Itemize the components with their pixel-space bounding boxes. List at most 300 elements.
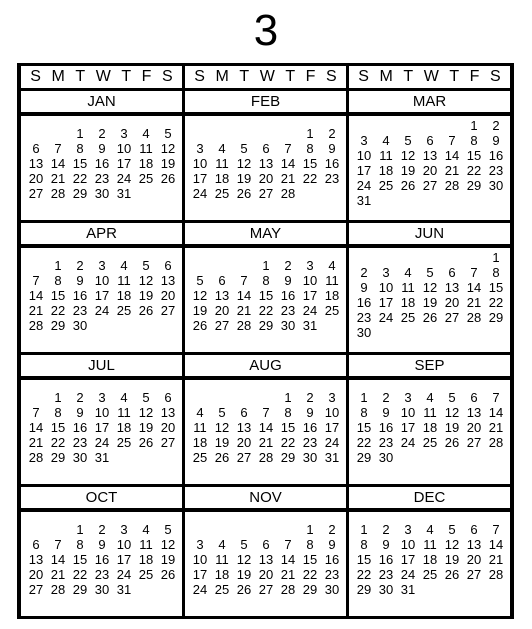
day-number: 22 [302, 567, 318, 582]
day-number: 22 [258, 303, 274, 318]
day-number: 20 [258, 567, 274, 582]
day-number: 5 [142, 390, 150, 405]
day-number: 25 [214, 186, 230, 201]
day-number: 7 [492, 522, 500, 537]
day-number: 23 [94, 171, 110, 186]
day-number: 17 [192, 171, 208, 186]
day-number: 30 [94, 186, 110, 201]
calendar-grid [17, 63, 514, 619]
day-number: 6 [470, 522, 478, 537]
day-number: 18 [324, 288, 340, 303]
day-number: 9 [306, 405, 314, 420]
day-number: 2 [76, 258, 84, 273]
day-number: 25 [116, 435, 132, 450]
day-number: 23 [356, 310, 372, 325]
day-number: 26 [236, 186, 252, 201]
day-number: 24 [324, 435, 340, 450]
day-number: 5 [142, 258, 150, 273]
day-number: 15 [72, 552, 88, 567]
day-number: 12 [444, 537, 460, 552]
day-number: 5 [404, 133, 412, 148]
day-number: 18 [400, 295, 416, 310]
day-number: 9 [284, 273, 292, 288]
month-name: AUG [185, 355, 346, 376]
calendar-column-2 [185, 63, 346, 619]
month-days-grid [349, 116, 510, 220]
day-number: 19 [236, 567, 252, 582]
day-number: 10 [116, 141, 132, 156]
day-number: 6 [470, 390, 478, 405]
day-number: 21 [488, 420, 504, 435]
day-number: 28 [466, 310, 482, 325]
day-number: 10 [94, 405, 110, 420]
month-days-grid [21, 512, 182, 616]
day-number: 13 [160, 273, 176, 288]
day-number: 1 [54, 258, 62, 273]
day-number: 21 [50, 567, 66, 582]
day-number: 25 [116, 303, 132, 318]
day-number: 28 [28, 318, 44, 333]
weekday-label: S [490, 68, 501, 85]
day-number: 10 [378, 280, 394, 295]
day-number: 1 [470, 118, 478, 133]
day-number: 30 [280, 318, 296, 333]
day-number: 14 [444, 148, 460, 163]
day-number: 22 [466, 163, 482, 178]
day-number: 28 [444, 178, 460, 193]
day-number: 11 [117, 405, 131, 420]
month-name: MAR [349, 91, 510, 112]
month-name: SEP [349, 355, 510, 376]
day-number: 14 [280, 552, 296, 567]
day-number: 29 [466, 178, 482, 193]
day-number: 11 [379, 148, 393, 163]
day-number: 26 [444, 567, 460, 582]
day-number: 2 [382, 522, 390, 537]
weekday-label: T [75, 68, 86, 85]
month-name: DEC [349, 487, 510, 508]
day-number: 7 [448, 133, 456, 148]
day-number: 7 [240, 273, 248, 288]
day-number: 2 [306, 390, 314, 405]
day-number: 8 [470, 133, 478, 148]
day-number: 24 [94, 435, 110, 450]
day-number: 7 [262, 405, 270, 420]
day-number: 19 [214, 435, 230, 450]
day-number: 24 [356, 178, 372, 193]
month-days-grid [21, 380, 182, 484]
day-number: 24 [192, 582, 208, 597]
month-days-grid [185, 248, 346, 352]
month-days-grid [349, 512, 510, 616]
day-number: 5 [164, 522, 172, 537]
day-number: 19 [138, 288, 154, 303]
day-number: 25 [378, 178, 394, 193]
day-number: 20 [214, 303, 230, 318]
day-number: 25 [138, 171, 154, 186]
day-number: 4 [142, 126, 150, 141]
day-number: 4 [404, 265, 412, 280]
day-number: 26 [214, 450, 230, 465]
day-number: 1 [76, 126, 84, 141]
day-number: 27 [28, 582, 44, 597]
day-number: 2 [492, 118, 500, 133]
day-number: 14 [50, 156, 66, 171]
day-number: 30 [378, 582, 394, 597]
day-number: 25 [400, 310, 416, 325]
day-number: 6 [448, 265, 456, 280]
day-number: 16 [94, 552, 110, 567]
month-name: JUN [349, 223, 510, 244]
day-number: 2 [76, 390, 84, 405]
day-number: 4 [328, 258, 336, 273]
day-number: 22 [356, 435, 372, 450]
day-number: 3 [196, 537, 204, 552]
day-number: 1 [360, 522, 368, 537]
day-number: 1 [54, 390, 62, 405]
day-number: 11 [401, 280, 415, 295]
day-number: 14 [236, 288, 252, 303]
day-number: 31 [116, 582, 132, 597]
day-number: 7 [54, 537, 62, 552]
day-number: 13 [236, 420, 252, 435]
day-number: 17 [116, 156, 132, 171]
weekday-label: M [379, 68, 393, 85]
day-number: 10 [400, 537, 416, 552]
day-number: 12 [138, 273, 154, 288]
day-number: 8 [492, 265, 500, 280]
day-number: 5 [448, 390, 456, 405]
day-number: 17 [400, 420, 416, 435]
day-number: 11 [215, 156, 229, 171]
day-number: 9 [98, 141, 106, 156]
day-number: 3 [120, 522, 128, 537]
day-number: 2 [360, 265, 368, 280]
day-number: 25 [138, 567, 154, 582]
day-number: 15 [302, 156, 318, 171]
day-number: 6 [164, 258, 172, 273]
day-number: 8 [284, 405, 292, 420]
day-number: 12 [160, 537, 176, 552]
day-number: 15 [258, 288, 274, 303]
day-number: 2 [98, 522, 106, 537]
weekday-label: T [239, 68, 250, 85]
weekday-label: S [326, 68, 337, 85]
day-number: 20 [160, 420, 176, 435]
day-number: 30 [72, 318, 88, 333]
day-number: 11 [423, 537, 437, 552]
day-number: 15 [72, 156, 88, 171]
day-number: 28 [488, 435, 504, 450]
day-number: 21 [28, 435, 44, 450]
day-number: 18 [214, 567, 230, 582]
day-number: 21 [444, 163, 460, 178]
day-number: 17 [356, 163, 372, 178]
day-number: 1 [360, 390, 368, 405]
day-number: 1 [284, 390, 292, 405]
day-number: 11 [193, 420, 207, 435]
day-number: 29 [488, 310, 504, 325]
day-number: 6 [164, 390, 172, 405]
day-number: 19 [400, 163, 416, 178]
day-number: 25 [422, 567, 438, 582]
day-number: 11 [215, 552, 229, 567]
day-number: 4 [196, 405, 204, 420]
day-number: 5 [164, 126, 172, 141]
day-number: 1 [306, 126, 314, 141]
day-number: 27 [258, 582, 274, 597]
day-number: 27 [258, 186, 274, 201]
day-number: 11 [139, 537, 153, 552]
day-number: 28 [50, 582, 66, 597]
month-name: JUL [21, 355, 182, 376]
day-number: 24 [400, 567, 416, 582]
day-number: 9 [76, 273, 84, 288]
day-number: 13 [422, 148, 438, 163]
day-number: 1 [262, 258, 270, 273]
day-number: 8 [360, 537, 368, 552]
day-number: 3 [98, 390, 106, 405]
day-number: 29 [50, 318, 66, 333]
day-number: 23 [280, 303, 296, 318]
day-number: 18 [214, 171, 230, 186]
day-number: 21 [488, 552, 504, 567]
day-number: 7 [470, 265, 478, 280]
day-number: 1 [492, 250, 500, 265]
day-number: 28 [280, 186, 296, 201]
day-number: 15 [488, 280, 504, 295]
day-number: 20 [160, 288, 176, 303]
day-number: 7 [32, 405, 40, 420]
day-number: 5 [448, 522, 456, 537]
day-number: 27 [466, 435, 482, 450]
month-name: APR [21, 223, 182, 244]
weekday-label: W [259, 68, 275, 85]
month-days-grid [185, 380, 346, 484]
day-number: 6 [240, 405, 248, 420]
day-number: 8 [54, 273, 62, 288]
day-number: 10 [356, 148, 372, 163]
day-number: 21 [28, 303, 44, 318]
day-number: 3 [196, 141, 204, 156]
day-number: 4 [426, 390, 434, 405]
day-number: 12 [236, 552, 252, 567]
day-number: 9 [360, 280, 368, 295]
day-number: 16 [378, 552, 394, 567]
day-number: 12 [214, 420, 230, 435]
day-number: 6 [262, 537, 270, 552]
day-number: 26 [160, 567, 176, 582]
day-number: 18 [116, 420, 132, 435]
day-number: 6 [32, 141, 40, 156]
day-number: 16 [488, 148, 504, 163]
day-number: 31 [116, 186, 132, 201]
day-number: 16 [302, 420, 318, 435]
weekday-label: F [305, 68, 316, 85]
day-number: 4 [120, 390, 128, 405]
day-number: 22 [72, 567, 88, 582]
day-number: 8 [76, 141, 84, 156]
day-number: 16 [324, 552, 340, 567]
day-number: 14 [488, 537, 504, 552]
day-number: 13 [28, 552, 44, 567]
day-number: 5 [196, 273, 204, 288]
day-number: 24 [94, 303, 110, 318]
day-number: 2 [382, 390, 390, 405]
day-number: 29 [356, 582, 372, 597]
day-number: 9 [382, 537, 390, 552]
day-number: 12 [236, 156, 252, 171]
day-number: 5 [240, 141, 248, 156]
day-number: 22 [72, 171, 88, 186]
day-number: 8 [262, 273, 270, 288]
day-number: 5 [218, 405, 226, 420]
month-days-grid [21, 116, 182, 220]
day-number: 26 [236, 582, 252, 597]
month-name: FEB [185, 91, 346, 112]
day-number: 14 [50, 552, 66, 567]
day-number: 15 [356, 420, 372, 435]
day-number: 26 [422, 310, 438, 325]
day-number: 12 [192, 288, 208, 303]
day-number: 12 [400, 148, 416, 163]
day-number: 31 [400, 582, 416, 597]
day-number: 17 [378, 295, 394, 310]
day-number: 3 [120, 126, 128, 141]
day-number: 4 [218, 141, 226, 156]
day-number: 3 [404, 522, 412, 537]
day-number: 17 [302, 288, 318, 303]
day-number: 3 [360, 133, 368, 148]
day-number: 29 [50, 450, 66, 465]
day-number: 21 [258, 435, 274, 450]
day-number: 9 [382, 405, 390, 420]
day-number: 20 [236, 435, 252, 450]
day-number: 11 [423, 405, 437, 420]
day-number: 13 [258, 156, 274, 171]
day-number: 21 [280, 567, 296, 582]
day-number: 16 [356, 295, 372, 310]
day-number: 27 [214, 318, 230, 333]
day-number: 30 [378, 450, 394, 465]
day-number: 15 [356, 552, 372, 567]
day-number: 15 [280, 420, 296, 435]
day-number: 7 [32, 273, 40, 288]
day-number: 14 [28, 288, 44, 303]
month-name: NOV [185, 487, 346, 508]
day-number: 25 [422, 435, 438, 450]
day-number: 4 [382, 133, 390, 148]
weekday-label: F [469, 68, 480, 85]
day-number: 29 [280, 450, 296, 465]
weekday-label: S [358, 68, 369, 85]
day-number: 24 [378, 310, 394, 325]
day-number: 4 [142, 522, 150, 537]
day-number: 20 [28, 567, 44, 582]
day-number: 11 [325, 273, 339, 288]
day-number: 26 [138, 303, 154, 318]
day-number: 9 [328, 141, 336, 156]
day-number: 10 [324, 405, 340, 420]
day-number: 6 [262, 141, 270, 156]
day-number: 7 [492, 390, 500, 405]
day-number: 27 [422, 178, 438, 193]
day-number: 16 [72, 420, 88, 435]
day-number: 8 [306, 537, 314, 552]
day-number: 4 [120, 258, 128, 273]
day-number: 30 [324, 582, 340, 597]
day-number: 16 [378, 420, 394, 435]
weekday-label: S [194, 68, 205, 85]
weekday-label: T [121, 68, 132, 85]
day-number: 25 [324, 303, 340, 318]
day-number: 17 [192, 567, 208, 582]
weekday-label: S [162, 68, 173, 85]
month-name: MAY [185, 223, 346, 244]
day-number: 7 [54, 141, 62, 156]
day-number: 25 [192, 450, 208, 465]
day-number: 20 [28, 171, 44, 186]
day-number: 27 [160, 303, 176, 318]
day-number: 23 [378, 435, 394, 450]
day-number: 3 [306, 258, 314, 273]
day-number: 21 [236, 303, 252, 318]
month-days-grid [185, 116, 346, 220]
day-number: 29 [72, 582, 88, 597]
day-number: 2 [98, 126, 106, 141]
day-number: 27 [236, 450, 252, 465]
weekday-label: M [51, 68, 65, 85]
day-number: 22 [50, 303, 66, 318]
day-number: 11 [117, 273, 131, 288]
month-days-grid [349, 380, 510, 484]
day-number: 30 [302, 450, 318, 465]
day-number: 14 [488, 405, 504, 420]
day-number: 20 [466, 420, 482, 435]
day-number: 10 [400, 405, 416, 420]
day-number: 13 [466, 405, 482, 420]
weekday-label: F [141, 68, 152, 85]
day-number: 22 [302, 171, 318, 186]
day-number: 21 [50, 171, 66, 186]
weekday-label: W [95, 68, 111, 85]
day-number: 1 [76, 522, 84, 537]
day-number: 30 [72, 450, 88, 465]
day-number: 13 [466, 537, 482, 552]
day-number: 29 [302, 582, 318, 597]
weekday-label: T [285, 68, 296, 85]
day-number: 26 [192, 318, 208, 333]
day-number: 20 [258, 171, 274, 186]
day-number: 2 [328, 522, 336, 537]
day-number: 19 [444, 552, 460, 567]
day-number: 6 [426, 133, 434, 148]
day-number: 23 [488, 163, 504, 178]
day-number: 8 [360, 405, 368, 420]
month-name: OCT [21, 487, 182, 508]
weekday-header [185, 66, 346, 88]
day-number: 17 [94, 420, 110, 435]
day-number: 23 [378, 567, 394, 582]
day-number: 14 [258, 420, 274, 435]
day-number: 18 [378, 163, 394, 178]
day-number: 8 [306, 141, 314, 156]
day-number: 27 [160, 435, 176, 450]
day-number: 4 [218, 537, 226, 552]
weekday-label: W [423, 68, 439, 85]
day-number: 17 [94, 288, 110, 303]
day-number: 18 [192, 435, 208, 450]
